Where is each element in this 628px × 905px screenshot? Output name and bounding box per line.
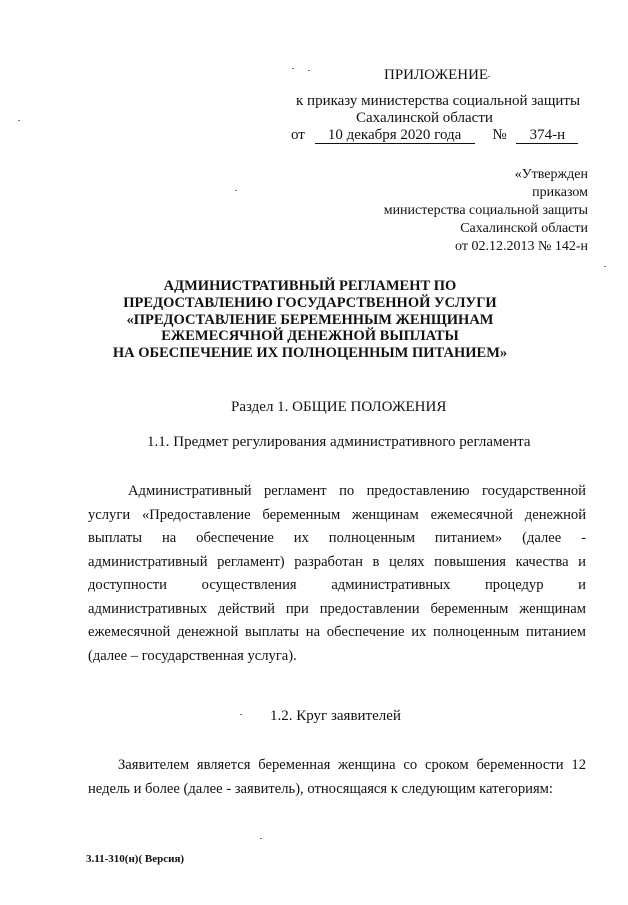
paragraph-line: выплаты на обеспечение их полноценным питанием» (далее - <box>88 530 586 546</box>
scan-speck <box>488 76 490 77</box>
title-line: НА ОБЕСПЕЧЕНИЕ ИХ ПОЛНОЦЕННЫМ ПИТАНИЕМ» <box>112 345 508 362</box>
paragraph-subject <box>88 480 586 668</box>
paragraph-line: Заявителем является беременная женщина со сроком беременности 12 <box>118 757 586 773</box>
scan-speck <box>235 190 237 191</box>
title-line: АДМИНИСТРАТИВНЫЙ РЕГЛАМЕНТ ПО <box>163 278 457 294</box>
paragraph-line: доступности осуществления административных процедур и <box>88 577 586 593</box>
order-date: 10 декабря 2020 года <box>315 128 475 144</box>
scan-speck <box>240 714 242 715</box>
title-line: «ПРЕДОСТАВЛЕНИЕ БЕРЕМЕННЫМ ЖЕНЩИНАМ <box>126 311 494 328</box>
appendix-order-line: к приказу министерства социальной защиты <box>296 93 581 109</box>
scan-speck <box>308 70 310 71</box>
document-code: 3.11-310(н)( Версия) <box>86 853 185 865</box>
scan-speck <box>604 266 606 267</box>
paragraph-line: услуги «Предоставление беременным женщинам ежемесячной денежной <box>88 506 586 523</box>
approved-line: «Утвержден <box>514 167 588 182</box>
paragraph-line: (далее – государственная услуга). <box>88 647 297 664</box>
paragraph-applicants <box>88 754 586 801</box>
paragraph-line: недель и более (далее - заявитель), относящаяся к следующим категориям: <box>88 780 553 797</box>
paragraph-line: ежемесячной денежной выплаты на обеспечение их полноценным питанием <box>88 624 586 640</box>
appendix-region: Сахалинской области <box>356 110 493 126</box>
approved-line: приказом <box>532 185 588 200</box>
approved-line: Сахалинской области <box>460 221 588 236</box>
appendix-title: ПРИЛОЖЕНИЕ <box>384 67 489 83</box>
subsection-heading: 1.1. Предмет регулирования административного регламента <box>147 434 531 450</box>
subsection-heading: 1.2. Круг заявителей <box>270 708 401 724</box>
paragraph-line: Административный регламент по предоставлению государственной <box>128 483 586 499</box>
section-heading: Раздел 1. ОБЩИЕ ПОЛОЖЕНИЯ <box>231 399 447 415</box>
title-line: ПРЕДОСТАВЛЕНИЮ ГОСУДАРСТВЕННОЙ УСЛУГИ <box>123 294 497 311</box>
scan-speck <box>292 68 294 69</box>
order-number: 374-н <box>516 128 578 144</box>
document-title <box>60 278 560 362</box>
from-label: от <box>291 127 305 143</box>
number-label: № <box>492 127 507 143</box>
appendix-date-line <box>291 126 578 144</box>
paragraph-line: административный регламент) разработан в целях повышения качества и <box>88 553 586 570</box>
scan-speck <box>260 838 262 839</box>
paragraph-line: административных действий при предоставлении беременным женщинам <box>88 600 586 617</box>
scan-speck <box>18 120 20 121</box>
approved-line: от 02.12.2013 № 142-н <box>455 239 588 254</box>
approved-block <box>384 166 588 256</box>
approved-line: министерства социальной защиты <box>383 203 588 218</box>
title-line: ЕЖЕМЕСЯЧНОЙ ДЕНЕЖНОЙ ВЫПЛАТЫ <box>161 328 459 345</box>
